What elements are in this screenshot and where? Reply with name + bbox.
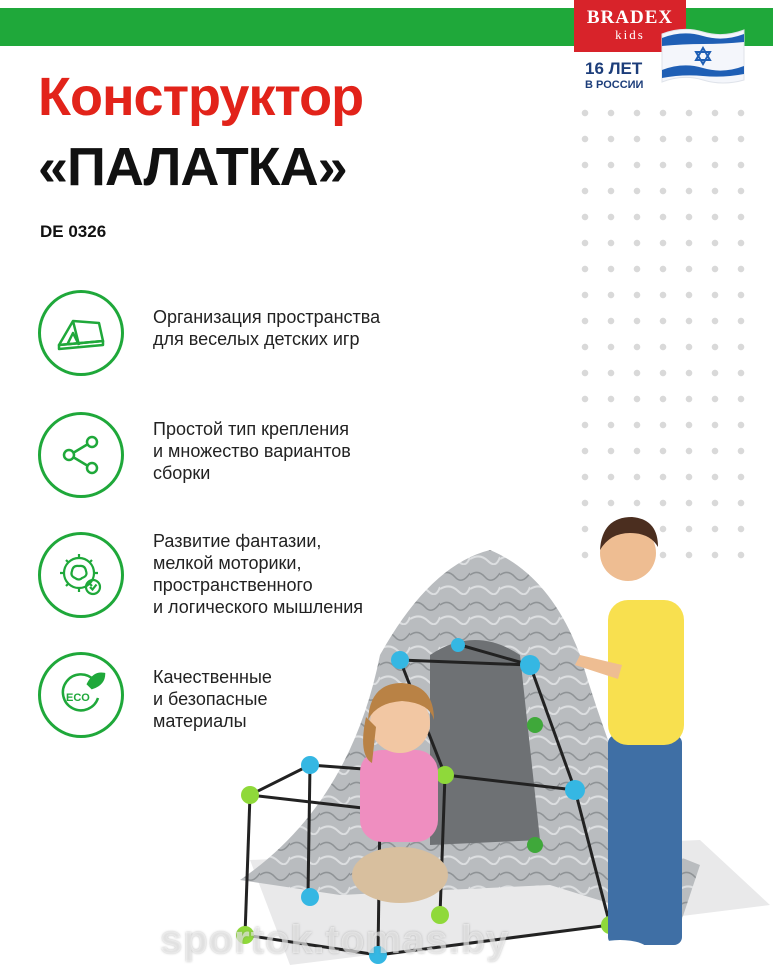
- logo-brand-sub: kids: [615, 27, 645, 42]
- logo-brand-name: BRADEX: [586, 7, 674, 28]
- badge-country: В РОССИИ: [585, 78, 644, 91]
- tent-icon: [55, 311, 107, 355]
- feature-text-2: [153, 418, 453, 484]
- feature-3-line-1: Развитие фантазии,: [153, 531, 322, 551]
- product-photo: [230, 505, 770, 980]
- eco-leaf-icon: [54, 668, 108, 722]
- feature-1-line-2: для веселых детских игр: [153, 329, 360, 349]
- badge-years: 16 ЛЕТ: [585, 59, 643, 78]
- feature-4-line-2: и безопасные: [153, 689, 268, 709]
- feature-icon-tent: [38, 290, 124, 376]
- product-title-line-2: «ПАЛАТКА»: [38, 137, 347, 197]
- feature-2-line-1: Простой тип крепления: [153, 419, 350, 439]
- feature-1-line-1: Организация пространства: [153, 307, 381, 327]
- feature-text-1: [153, 306, 453, 350]
- product-code: DE 0326: [40, 222, 107, 241]
- feature-icon-share: [38, 412, 124, 498]
- years-in-russia-badge: [585, 60, 643, 91]
- dot-pattern: [572, 100, 762, 560]
- israel-flag-icon: [658, 24, 748, 90]
- feature-icon-brain: [38, 532, 124, 618]
- feature-3-line-4: и логического мышления: [153, 597, 364, 617]
- feature-4-line-3: материалы: [153, 711, 247, 731]
- svg-text:ECO: ECO: [66, 692, 90, 704]
- brain-gear-icon: [55, 549, 107, 601]
- feature-icon-eco: [38, 652, 124, 738]
- product-title-line-1: Конструктор: [38, 67, 364, 127]
- feature-3-line-3: пространственного: [153, 575, 313, 595]
- feature-2-line-2: и множество вариантов: [153, 441, 351, 461]
- feature-2-line-3: сборки: [153, 463, 211, 483]
- feature-3-line-2: мелкой моторики,: [153, 553, 302, 573]
- share-icon: [57, 431, 105, 479]
- feature-4-line-1: Качественные: [153, 667, 272, 687]
- watermark: sportok.tomas.by: [160, 918, 510, 962]
